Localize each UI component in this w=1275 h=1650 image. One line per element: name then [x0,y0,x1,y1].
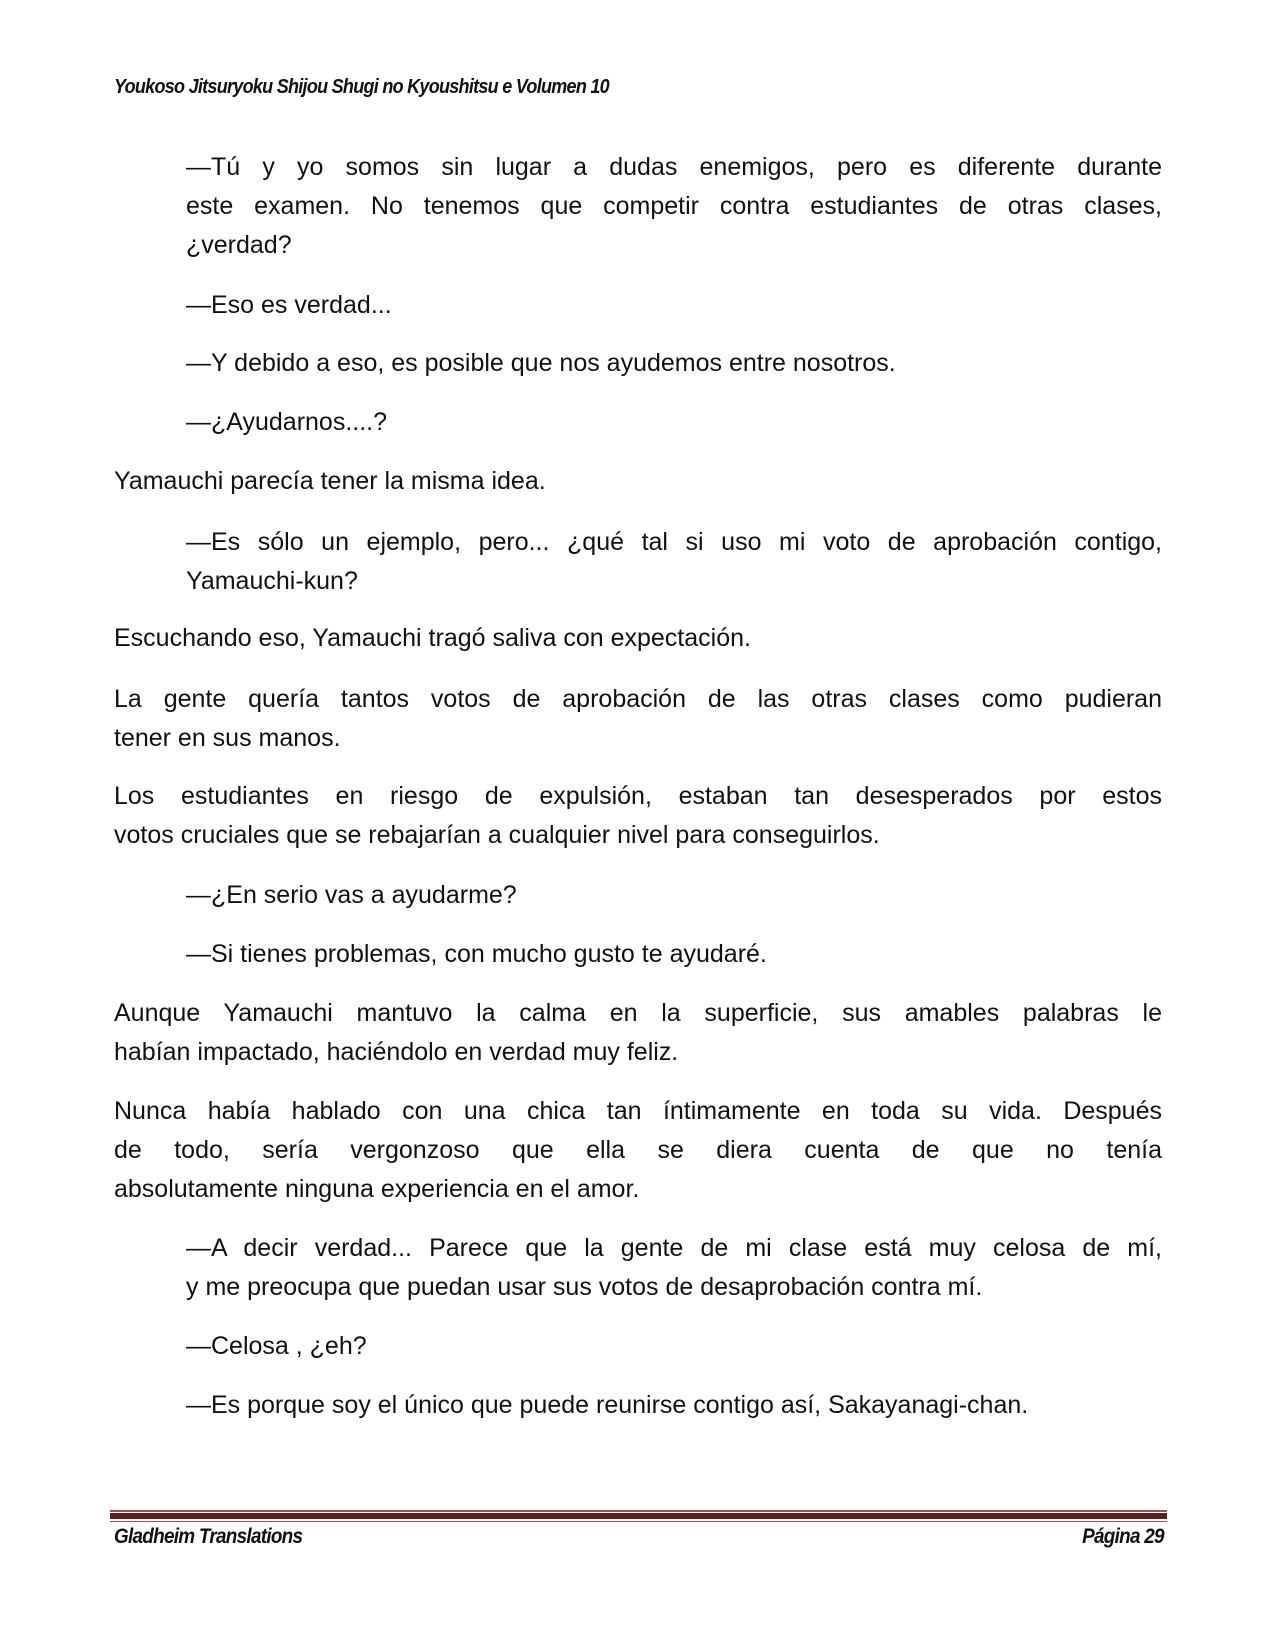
text-line: y me preocupa que puedan usar sus votos de desaprobación contra mí. [186,1273,983,1301]
paragraph [114,1092,1162,1209]
text-line: Yamauchi parecía tener la misma idea. [114,467,546,495]
paragraph [186,148,1162,265]
footer-rule-thick [110,1513,1167,1519]
paragraph [114,777,1162,855]
paragraph [114,680,1162,758]
text-line: absolutamente ninguna experiencia en el amor. [114,1175,640,1203]
paragraph [186,876,1162,915]
paragraph [186,1229,1162,1307]
text-line: —Es porque soy el único que puede reunirse contigo así, Sakayanagi-chan. [186,1391,1029,1419]
paragraph [186,1386,1162,1425]
text-line: —Tú y yo somos sin lugar a dudas enemigos, pero es diferente durante [186,153,1162,181]
text-line: —¿Ayudarnos....? [186,408,388,436]
paragraph [114,994,1162,1072]
paragraph [186,1327,1162,1366]
page-number: Página 29 [1082,1525,1164,1548]
text-line: Nunca había hablado con una chica tan íntimamente en toda su vida. Después [114,1097,1162,1125]
text-line: Los estudiantes en riesgo de expulsión, estaban tan desesperados por estos [114,782,1162,810]
text-line: Aunque Yamauchi mantuvo la calma en la superficie, sus amables palabras le [114,999,1162,1027]
paragraph [186,935,1162,974]
paragraph [114,462,1162,501]
text-line: —Eso es verdad... [186,291,392,319]
text-line: Escuchando eso, Yamauchi tragó saliva con expectación. [114,624,751,652]
paragraph [114,619,1162,658]
text-line: La gente quería tantos votos de aprobación de las otras clases como pudieran [114,685,1162,713]
text-line: votos cruciales que se rebajarían a cualquier nivel para conseguirlos. [114,821,880,849]
text-line: Yamauchi-kun? [186,567,358,595]
text-line: —¿En serio vas a ayudarme? [186,881,517,909]
text-line: —Y debido a eso, es posible que nos ayudemos entre nosotros. [186,349,896,377]
paragraph [186,286,1162,325]
text-line: —Celosa , ¿eh? [186,1332,367,1360]
paragraph [186,403,1162,442]
text-line: —Si tienes problemas, con mucho gusto te ayudaré. [186,940,767,968]
text-line: habían impactado, haciéndolo en verdad muy feliz. [114,1038,679,1066]
footer-translator: Gladheim Translations [114,1525,303,1548]
paragraph [186,344,1162,383]
text-line: —A decir verdad... Parece que la gente de mi clase está muy celosa de mí, [186,1234,1162,1262]
footer-rule [110,1510,1167,1512]
footer-rule-thin [110,1521,1167,1522]
running-header: Youkoso Jitsuryoku Shijou Shugi no Kyoushitsu e Volumen 10 [114,76,609,98]
paragraph [186,523,1162,601]
text-line: —Es sólo un ejemplo, pero... ¿qué tal si uso mi voto de aprobación contigo, [186,528,1162,556]
text-line: de todo, sería vergonzoso que ella se diera cuenta de que no tenía [114,1136,1162,1164]
text-line: ¿verdad? [186,231,292,259]
text-line: tener en sus manos. [114,724,341,752]
text-line: este examen. No tenemos que competir contra estudiantes de otras clases, [186,192,1162,220]
